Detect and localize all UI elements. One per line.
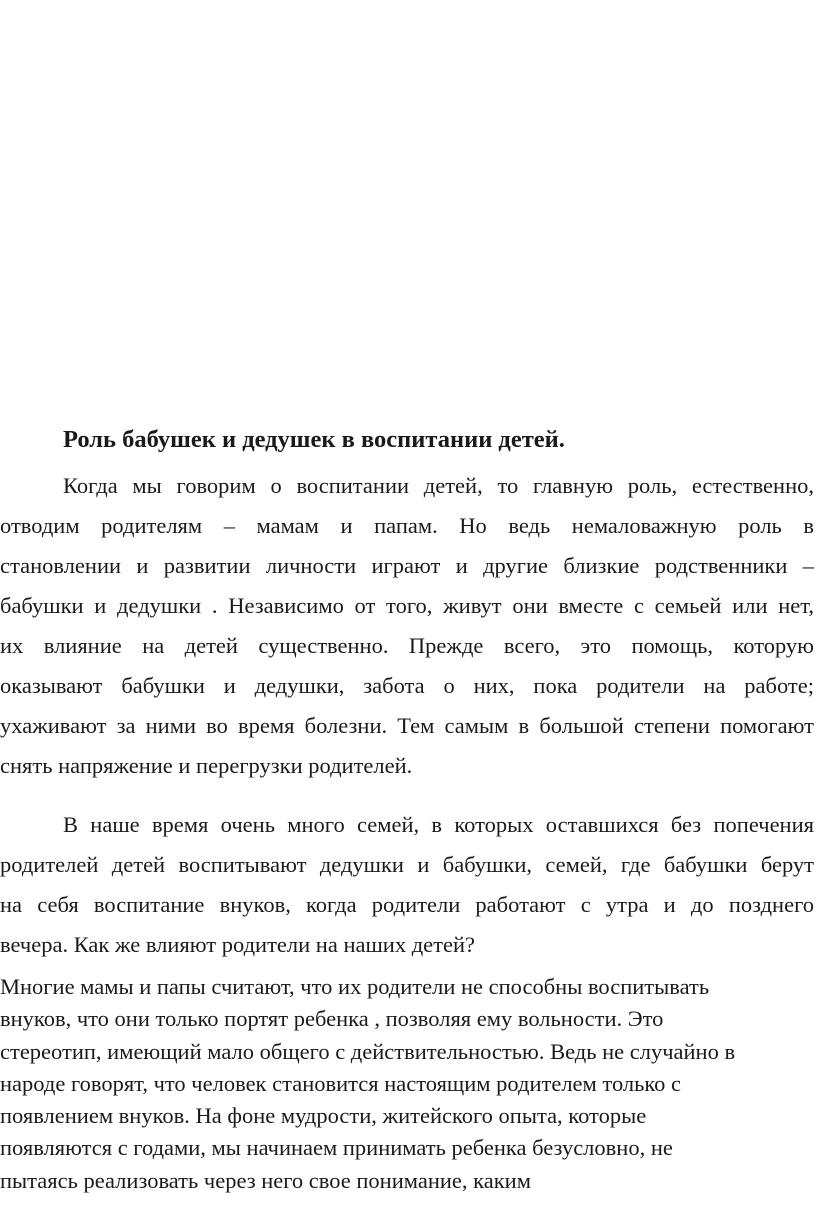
paragraph-line: внуков, что они только портят ребенка , позволяя ему вольности. Это bbox=[0, 1006, 664, 1032]
paragraph-line: стереотип, имеющий мало общего с действительностью. Ведь не случайно в bbox=[0, 1038, 736, 1064]
paragraph-line: народе говорят, что человек становится настоящим родителем только с bbox=[0, 1070, 682, 1096]
paragraph-line: отводим родителям – мамам и папам. Но ведь немаловажную роль в bbox=[0, 513, 814, 538]
document-title: Роль бабушек и дедушек в воспитании детей. bbox=[63, 426, 565, 453]
paragraph-line: вечера. Как же влияют родители на наших детей? bbox=[0, 932, 475, 957]
paragraph-line: появляются с годами, мы начинаем принимать ребенка безусловно, не bbox=[0, 1135, 673, 1161]
paragraph-line: на себя воспитание внуков, когда родители работают с утра и до позднего bbox=[0, 892, 814, 917]
paragraph-line: снять напряжение и перегрузки родителей. bbox=[0, 753, 413, 778]
paragraph-2 bbox=[0, 805, 814, 965]
paragraph-1 bbox=[0, 466, 814, 786]
paragraph-line: становлении и развитии личности играют и другие близкие родственники – bbox=[0, 553, 814, 578]
paragraph-line: оказывают бабушки и дедушки, забота о них, пока родители на работе; bbox=[0, 673, 814, 698]
paragraph-3 bbox=[0, 971, 814, 1197]
paragraph-line: В наше время очень много семей, в которых оставшихся без попечения bbox=[63, 812, 814, 837]
paragraph-line: ухаживают за ними во время болезни. Тем самым в большой степени помогают bbox=[0, 713, 814, 738]
paragraph-line: их влияние на детей существенно. Прежде всего, это помощь, которую bbox=[0, 633, 814, 658]
paragraph-line: родителей детей воспитывают дедушки и бабушки, семей, где бабушки берут bbox=[0, 852, 814, 877]
paragraph-line: Многие мамы и папы считают, что их родители не способны воспитывать bbox=[0, 974, 710, 999]
paragraph-line: пытаясь реализовать через него свое понимание, каким bbox=[0, 1167, 531, 1193]
paragraph-line: бабушки и дедушки . Независимо от того, живут они вместе с семьей или нет, bbox=[0, 593, 814, 618]
paragraph-line: Когда мы говорим о воспитании детей, то главную роль, естественно, bbox=[63, 473, 814, 498]
paragraph-line: появлением внуков. На фоне мудрости, житейского опыта, которые bbox=[0, 1103, 647, 1129]
